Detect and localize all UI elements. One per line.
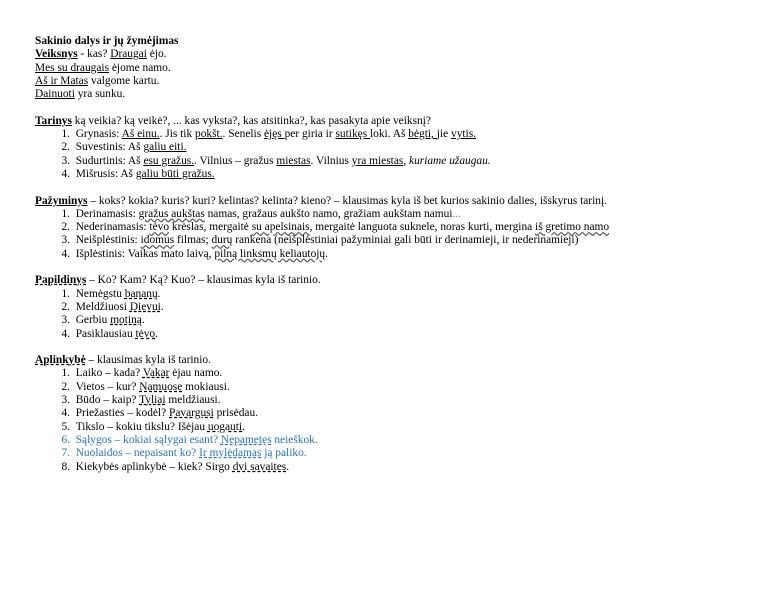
list-item [35,168,755,181]
item-text: Suvestinis: Aš [75,141,144,154]
item-text: ėjau namo. [169,367,223,380]
list-number: 3. [61,314,70,327]
attribute-mark: pilną linksmų keliautojų [214,247,326,260]
predicate-mark: vytis. [451,128,477,141]
list-item [35,301,755,314]
item-text: Sudurtinis: Aš [75,154,144,167]
veiksnys-example-rest: yra sunku. [74,88,126,101]
list-item [35,461,755,474]
predicate-mark: miestas [276,154,311,167]
object-mark: bananų [124,287,158,300]
object-mark: motiną [110,314,142,327]
veiksnys-example-rest: valgome kartu. [88,74,160,87]
list-number: 2. [61,221,70,234]
item-text: . [325,247,328,260]
item-text: . [157,287,161,300]
item-text: Nederinamasis: [75,221,150,234]
list-number: 4. [61,407,70,420]
list-number: 3. [61,394,70,407]
adverbial-mark: Pavargusi [169,407,214,420]
list-number: 2. [61,380,70,393]
item-text: . [155,327,158,340]
item-text: . [141,314,145,327]
list-item [35,407,755,420]
attribute-mark: gražus aukštas [138,207,205,220]
veiksnys-example-4 [35,88,755,101]
veiksnys-example-subject: Dainuoti [35,88,75,101]
veiksnys-question: - kas? [77,48,111,61]
list-item [35,367,755,380]
list-item [35,208,755,221]
adverbial-mark: Ir mylėdamas [199,447,262,460]
list-number: 4. [61,167,70,180]
item-text: rankena (neišplėstiniai pažyminiai gali būti ir derinamieji, ir nederinamieji) [232,234,579,247]
adverbial-mark: Namuose [139,380,183,393]
attribute-mark: tėvo [149,221,170,234]
list-item [35,128,755,141]
adverbial-mark: Vakar [142,367,170,380]
list-number: 1. [61,367,70,380]
object-mark: tėvo [135,327,156,340]
item-text: . [160,300,164,313]
list-item [35,141,755,154]
item-text: . Senelis [222,128,264,141]
list-item [35,314,755,327]
list-number: 1. [61,207,70,220]
predicate-mark: ėjęs [264,128,285,141]
item-text: Vietos – kur? [75,380,140,393]
item-text: Mišrusis: Aš [75,167,136,180]
attribute-mark: durų [211,234,233,247]
papildinys-definition [35,274,755,287]
pazyminys-question: – koks? kokia? kuris? kuri? kelintas? kelinta? kieno? – klausimas kyla iš bet kurios sakinio dalies, išskyrus tarinį. [87,194,607,207]
papildinys-term: Papildinys [35,274,87,287]
aplinkybe-definition [35,354,755,367]
list-item [35,421,755,434]
pazyminys-term: Pažyminys [35,194,88,207]
list-item [35,328,755,341]
list-number: 3. [61,234,70,247]
italic-clause: kuriame užaugau. [409,154,491,167]
list-item [35,288,755,301]
predicate-mark: sutikęs [335,128,370,141]
predicate-mark: bėgti, [408,128,437,141]
veiksnys-example-2 [35,62,755,75]
item-text: . [242,420,245,433]
list-number: 4. [61,247,70,260]
section-gap [35,261,755,274]
list-item [35,381,755,394]
item-text: meldžiausi. [165,394,221,407]
item-text: ... [452,207,461,220]
tarinys-term: Tarinys [35,114,72,127]
veiksnys-example-subject: Aš ir Matas [35,74,89,87]
list-number: 6. [61,433,70,446]
list-number: 7. [61,447,70,460]
list-item [35,447,755,460]
predicate-mark: esu gražus. [143,154,195,167]
aplinkybe-question: – klausimas kyla iš tarinio. [85,354,211,367]
item-text: Nuolaidos – nepaisant ko? [75,447,200,460]
list-number: 5. [61,420,70,433]
item-text: krėslas, mergaitė [169,221,252,234]
item-text: Kiekybės aplinkybė – kiek? Sirgo [75,460,233,473]
veiksnys-example-3 [35,75,755,88]
veiksnys-example-subject: Mes su draugais [35,61,110,74]
section-gap [35,341,755,354]
aplinkybe-term: Aplinkybė [35,354,86,367]
list-item [35,155,755,168]
item-text: Priežasties – kodėl? [75,407,170,420]
adverbial-mark: Nepametęs [220,433,272,446]
list-number: 2. [61,300,70,313]
item-text: neieškok. [271,433,318,446]
predicate-mark: pokšt. [195,128,223,141]
pazyminys-definition [35,195,755,208]
item-text: Neišplėstinis: [75,234,141,247]
item-text: ją paliko. [261,447,307,460]
veiksnys-term: Veiksnys [35,48,78,61]
list-number: 1. [61,128,70,141]
item-text: Laiko – kada? [75,367,143,380]
papildinys-question: – Ko? Kam? Ką? Kuo? – klausimas kyla iš tarinio. [86,274,321,287]
list-item [35,394,755,407]
item-text: . Jis tik [159,128,196,141]
list-number: 3. [61,154,70,167]
list-number: 1. [61,287,70,300]
predicate-mark: Aš einu. [121,128,160,141]
item-text: . Vilnius – gražus [194,154,277,167]
item-text: loki. Aš [369,128,409,141]
list-number: 2. [61,141,70,154]
attribute-mark: idomus [140,234,175,247]
item-text: Nemėgstu [75,287,125,300]
predicate-mark: galiu būti gražus. [135,167,215,180]
list-item [35,221,755,234]
item-text: . Vilnius [310,154,352,167]
predicate-mark: galiu eiti. [143,141,187,154]
item-text: jie [436,128,451,141]
tarinys-question: ką veikia? ką veikė?, ... kas vyksta?, kas atsitinka?, kas pasakyta apie veiksnį? [71,114,431,127]
item-text: . [286,460,290,473]
document-content [35,35,755,474]
list-item [35,248,755,261]
item-text: , [403,154,410,167]
item-text: Gerbiu [75,314,111,327]
attribute-mark: iš gretimo namo [535,221,610,234]
item-text: mokiausi. [182,380,230,393]
veiksnys-example-rest: ėjo. [146,48,167,61]
section-gap [35,101,755,114]
predicate-mark: yra miestas [351,154,404,167]
item-text: Pasiklausiau [75,327,136,340]
item-text: Meldžiuosi [75,300,130,313]
item-text: namas, gražaus aukšto namo, gražiam aukštam namui [204,207,453,220]
list-number: 8. [61,460,70,473]
attribute-mark: su apelsinais [251,221,310,234]
veiksnys-definition [35,48,755,61]
item-text: Išplėstinis: Vaikas mato laivą, [75,247,215,260]
list-item [35,234,755,247]
item-text: filmas; [174,234,212,247]
item-text: Būdo – kaip? [75,394,140,407]
adverbial-mark: dvi savaites [232,460,287,473]
list-item [35,434,755,447]
document-title: Sakinio dalys ir jų žymėjimas [35,35,179,47]
item-text: Sąlygos – kokiai sąlygai esant? [75,433,221,446]
item-text: Grynasis: [75,128,122,141]
list-number: 4. [61,327,70,340]
item-text: Tikslo – kokiu tikslu? Išėjau [75,420,208,433]
section-gap [35,181,755,194]
veiksnys-example-subject: Draugai [110,48,147,61]
adverbial-mark: Tyliai [139,394,166,407]
item-text: prisėdau. [213,407,259,420]
adverbial-mark: uogauti [207,420,243,433]
item-text: per giria ir [284,128,336,141]
item-text: Derinamasis: [75,207,139,220]
object-mark: Dievui [129,300,161,313]
tarinys-definition [35,115,755,128]
item-text: , mergaitė languota suknele, noras kurti, mergina [309,221,536,234]
veiksnys-example-rest: ėjome namo. [109,61,171,74]
